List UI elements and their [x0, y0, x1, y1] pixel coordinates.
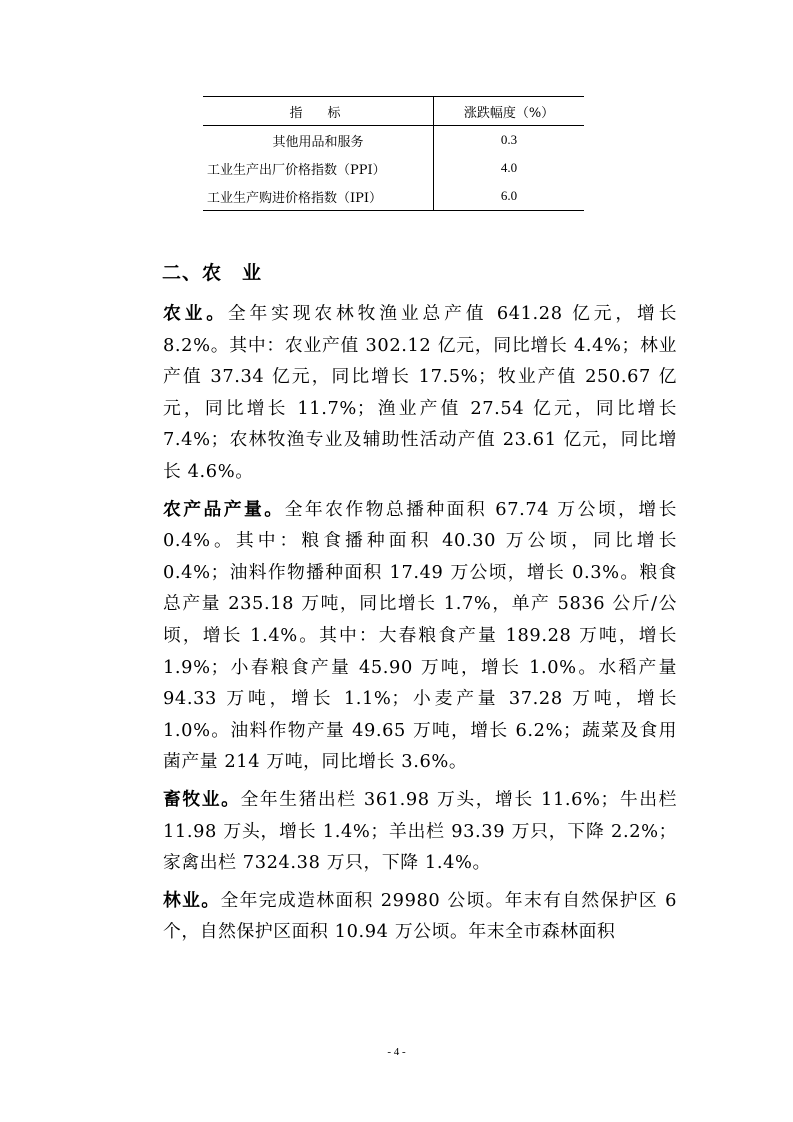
header-change: 涨跌幅度（%）: [463, 105, 555, 121]
row-value: 4.0: [500, 160, 518, 175]
table-row: [203, 154, 584, 182]
paragraph-lead: 农产品产量。: [163, 498, 285, 520]
paragraph-agriculture: [163, 298, 677, 488]
paragraph-crop-output: [163, 494, 677, 778]
paragraph-livestock: [163, 784, 677, 879]
paragraph-lead: 畜牧业。: [163, 788, 241, 810]
paragraph-text: 全年生猪出栏 361.98 万头，增长 11.6%；牛出栏 11.98 万头，增长 1.4%；羊出栏 93.39 万只，下降 2.2%；家禽出栏 7324.38 万只，下降 1.4%。: [163, 788, 677, 874]
body-text: [163, 298, 677, 954]
paragraph-lead: 林业。: [163, 889, 221, 911]
header-indicator: 指 标: [203, 97, 434, 126]
paragraph-forestry: [163, 885, 677, 948]
price-index-table: [203, 96, 584, 211]
row-indicator: 其他用品和服务: [203, 126, 434, 155]
row-indicator: 工业生产购进价格指数（IPI）: [203, 182, 434, 211]
paragraph-text: 全年农作物总播种面积 67.74 万公顷，增长 0.4%。其中：粮食播种面积 40.30 万公顷，同比增长 0.4%；油料作物播种面积 17.49 万公顷，增长 0.3%。粮食总产量 235.18 万吨，同比增长 1.7%，单产 5836 公斤/公顷，增长 1.4%。其中：大春粮食产量 189.28 万吨，增长 1.9%；小春粮食产量 45.90 万吨，增长 1.0%。水稻产量 94.33 万吨，增长 1.1%；小麦产量 37.28 万吨，增长 1.0%。油料作物产量 49.65 万吨，增长 6.2%；蔬菜及食用菌产量 214 万吨，同比增长 3.6%。: [163, 498, 677, 773]
page-number: - 4 -: [387, 1046, 406, 1058]
paragraph-lead: 农业。: [163, 303, 228, 324]
row-value: 6.0: [500, 188, 518, 203]
paragraph-text: 全年完成造林面积 29980 公顷。年末有自然保护区 6 个，自然保护区面积 10.94 万公顷。年末全市森林面积: [163, 889, 677, 943]
table-header-row: [203, 97, 584, 126]
paragraph-text: 全年实现农林牧渔业总产值 641.28 亿元，增长 8.2%。其中：农业产值 302.12 亿元，同比增长 4.4%；林业产值 37.34 亿元，同比增长 17.5%；牧业产值 250.67 亿元，同比增长 11.7%；渔业产值 27.54 亿元，同比增长 7.4%；农林牧渔专业及辅助性活动产值 23.61 亿元，同比增长 4.6%。: [163, 303, 677, 482]
table-row: [203, 182, 584, 211]
section-title: 二、农 业: [162, 262, 263, 284]
row-indicator: 工业生产出厂价格指数（PPI）: [203, 154, 434, 182]
table-row: [203, 126, 584, 155]
row-value: 0.3: [500, 132, 518, 147]
